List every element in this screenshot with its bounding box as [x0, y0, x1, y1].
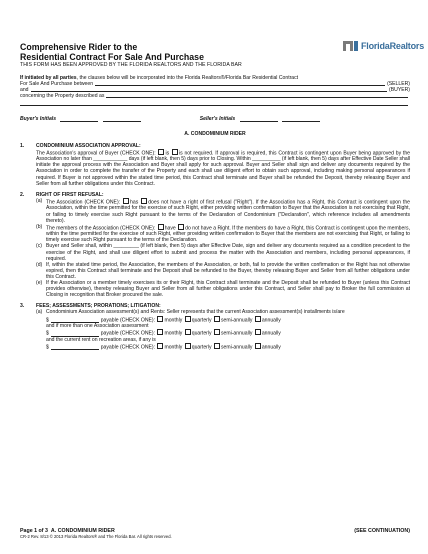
seller-name-field[interactable] — [95, 81, 385, 86]
annually-label-3: annually — [261, 344, 281, 351]
semi-annually-checkbox-3[interactable] — [214, 343, 220, 349]
intro-lead-rest: , the clauses below will be incorporated into the Florida Realtors®/Florida Bar Residential Contract — [76, 75, 299, 81]
approval-check-one: The Association's approval of Buyer (CHECK ONE): — [36, 150, 156, 157]
approval-line-2: contingent upon Buyer being approved by the Association no later than ____________ days (if left blank, then 5) days — [36, 150, 411, 163]
intro-between: For Sale And Purchase between — [20, 81, 94, 88]
quarterly-checkbox-2[interactable] — [185, 329, 191, 335]
approval-line: THIS FORM HAS BEEN APPROVED BY THE FLORIDA REALTORS AND THE FLORIDA BAR — [20, 62, 242, 68]
members-have-label: have — [164, 225, 176, 232]
page-number: Page 1 of 3 — [20, 528, 48, 534]
annually-label-1: annually — [261, 317, 281, 323]
quarterly-label-1: quarterly — [191, 317, 212, 323]
association-hasnot-checkbox[interactable] — [141, 198, 147, 204]
logo-text: FloridaRealtors — [360, 41, 424, 51]
recreation-rent-line: and the current rent on recreation areas, if any is — [46, 336, 156, 343]
seller-initials-label: Seller's Initials — [199, 116, 236, 123]
section-1-number: 1. — [20, 142, 25, 149]
payment-row-3 — [46, 343, 410, 351]
rider-title: A. CONDOMINIUM RIDER — [184, 131, 246, 138]
members-have-checkbox[interactable] — [158, 224, 164, 230]
section-2a-label: (a) — [36, 197, 43, 204]
section-3-number: 3. — [20, 303, 25, 310]
property-description-field-2[interactable] — [20, 99, 408, 106]
section-2-number: 2. — [20, 191, 25, 198]
section-3a-label: (a) — [36, 309, 43, 316]
monthly-label-1: monthly — [164, 317, 183, 323]
multiple-assessment-line: and if more than one Association assessment — [46, 323, 149, 330]
monthly-checkbox-3[interactable] — [157, 343, 163, 349]
footer-section: A. CONDOMINIUM RIDER — [50, 528, 115, 534]
members-donot-label: do not have a Right. If the members do have a — [185, 225, 290, 232]
section-1-text — [36, 149, 410, 187]
rent-amount-field[interactable] — [51, 349, 99, 350]
section-2d-text: If, within the stated time period, the Association, the members of the Association, or both, fail to provide the written confirmation or the Right has not otherwise expired, then this Contract shall terminate and the Deposit shall be refunded to the Buyer, thereby releasing Buyer and Seller from all further obligations under this Contract. — [46, 261, 410, 280]
dollar-sign-3: $ — [46, 344, 49, 351]
association-has-checkbox[interactable] — [123, 198, 129, 204]
monthly-checkbox-2[interactable] — [157, 329, 163, 335]
pay-label-1: payable (CHECK ONE): — [100, 317, 156, 323]
intro-and: and — [20, 87, 29, 94]
section-1 — [20, 143, 410, 187]
pay-label-3: payable (CHECK ONE): — [100, 344, 156, 351]
buyer-initials-field-2[interactable] — [103, 121, 141, 122]
section-1-title: CONDOMINIUM ASSOCIATION APPROVAL: — [36, 142, 141, 149]
approval-rest: approval process with the Association and Buyer shall apply for such approval. Buyer and Seller shall sign and deliver any documents required by the Association in order to complete the transfer of the Property and each shall use diligent effort to obtain such approval, including making personal appearances if required. If Buyer is not approved within the stated time period, this Contract shall terminate and Buyer shall be refunded the Deposit, thereby releasing Buyer and Seller from all further obligations under this Contract. — [36, 162, 410, 187]
quarterly-checkbox-3[interactable] — [185, 343, 191, 349]
association-has-label: has — [130, 199, 139, 206]
annually-label-2: annually — [261, 330, 281, 337]
seller-initials-field-2[interactable] — [282, 121, 320, 122]
semi-annually-label-2: semi-annually — [220, 330, 253, 337]
semi-annually-label-3: semi-annually — [220, 344, 253, 351]
quarterly-label-3: quarterly — [191, 344, 212, 351]
title-line-2: Residential Contract For Sale And Purchase — [20, 52, 204, 62]
association-hasnot-label: does not have a right of first refusal ("Right"). If the Association has — [148, 199, 306, 206]
monthly-label-3: monthly — [164, 344, 183, 351]
section-2d-label: (d) — [36, 261, 43, 268]
payment-row-2 — [46, 329, 410, 337]
monthly-label-2: monthly — [164, 330, 183, 337]
section-2e-text: If the Association or a member timely exercises its or their Right, this Contract shall terminate and the Deposit shall be refunded to Buyer (unless this Contract provides otherwise), thereby releasing Buyer and Seller from all further obligations under this Contract, and Seller shall pay to Broker the full commission at Closing in recognition that Broker procured the sale. — [46, 280, 410, 299]
buyer-initials-label: Buyer's Initials — [20, 116, 57, 123]
buyer-label: (BUYER) — [389, 87, 410, 94]
section-3a-text: Condominium Association assessment(s) and Rents: Seller represents that the current Association assessment(s) installments is/are — [46, 309, 345, 316]
quarterly-checkbox-1[interactable] — [185, 316, 191, 322]
intro-lead: If initiated by all parties — [20, 75, 77, 81]
semi-annually-label-1: semi-annually — [220, 317, 253, 323]
copyright-line: CR-2 Rev. 8/13 © 2013 Florida Realtors® and The Florida Bar. All rights reserved. — [20, 534, 172, 539]
document-page — [20, 42, 410, 350]
payment-row-1 — [46, 316, 410, 324]
approval-line-3: prior to Closing. Within __________ (if left blank, then 5) days after Effective Date Seller shall initiate the — [36, 156, 410, 169]
annually-checkbox-3[interactable] — [255, 343, 261, 349]
annually-checkbox-2[interactable] — [255, 329, 261, 335]
section-3-title: FEES; ASSESSMENTS; PRORATIONS; LITIGATION: — [36, 303, 161, 310]
approval-is-label: is — [165, 150, 170, 157]
dollar-sign-1: $ — [46, 317, 49, 323]
approval-isnot-checkbox[interactable] — [172, 149, 178, 155]
section-2 — [20, 192, 410, 299]
section-2-title: RIGHT OF FIRST REFUSAL: — [36, 191, 104, 198]
section-2c-text: Buyer and Seller shall, within _________ (if left blank, then 5) days after Effective Date, sign and deliver any documents required as a condition precedent to the exercise of the Right, and shall use diligent effort to submit and process the matter with the Association and members, including personal appearances, if required. — [46, 243, 410, 262]
title-line-1: Comprehensive Rider to the — [20, 42, 138, 52]
buyer-name-field[interactable] — [31, 87, 388, 92]
see-continuation: (SEE CONTINUATION) — [354, 528, 410, 534]
section-2a-rest: a Right, this Contract is contingent upon the Association, within the time permitted for the exercise of such Right, either providing written confirmation to Buyer that the Association is not exercising that Right, or failing to timely exercise such Right pursuant to the terms of the Declaration of Condominium ("Declaration", which reference includes all amendments thereto). — [46, 199, 410, 224]
section-2b-label: (b) — [36, 223, 43, 230]
section-2c — [36, 243, 410, 261]
monthly-checkbox-1[interactable] — [157, 316, 163, 322]
members-donot-checkbox[interactable] — [178, 224, 184, 230]
buyer-initials-field-1[interactable] — [60, 121, 98, 122]
refusal-check-one: The Association (CHECK ONE): — [46, 199, 121, 206]
semi-annually-checkbox-2[interactable] — [214, 329, 220, 335]
section-3a — [36, 309, 410, 350]
dollar-sign-2: $ — [46, 330, 49, 337]
pay-label-2: payable (CHECK ONE): — [100, 330, 156, 337]
section-2d — [36, 262, 410, 280]
section-2b — [36, 224, 410, 244]
section-2b-rest: Right, this Contract is contingent upon the members, within the time permitted for the exercise of such Right, either providing written confirmation to Buyer that the members are not exercising that Right, or failing to timely exercise such Right pursuant to the terms of the Declaration. — [46, 225, 411, 244]
members-check-one: The members of the Association (CHECK ONE): — [46, 225, 156, 232]
page-footer — [20, 528, 410, 540]
annually-checkbox-1[interactable] — [255, 316, 261, 322]
section-2c-label: (c) — [36, 243, 42, 250]
section-2a — [36, 198, 410, 224]
approval-is-checkbox[interactable] — [158, 149, 164, 155]
quarterly-label-2: quarterly — [191, 330, 212, 337]
intro-property: concerning the Property described as — [20, 93, 105, 100]
seller-initials-field-1[interactable] — [240, 121, 278, 122]
semi-annually-checkbox-1[interactable] — [214, 316, 220, 322]
seller-label: (SELLER) — [387, 81, 410, 88]
section-2e-label: (e) — [36, 280, 43, 287]
section-3 — [20, 303, 410, 350]
section-2e — [36, 280, 410, 298]
approval-isnot-label: is not required. If approval is required, this Contract is — [178, 150, 304, 157]
property-description-field[interactable] — [106, 93, 408, 98]
